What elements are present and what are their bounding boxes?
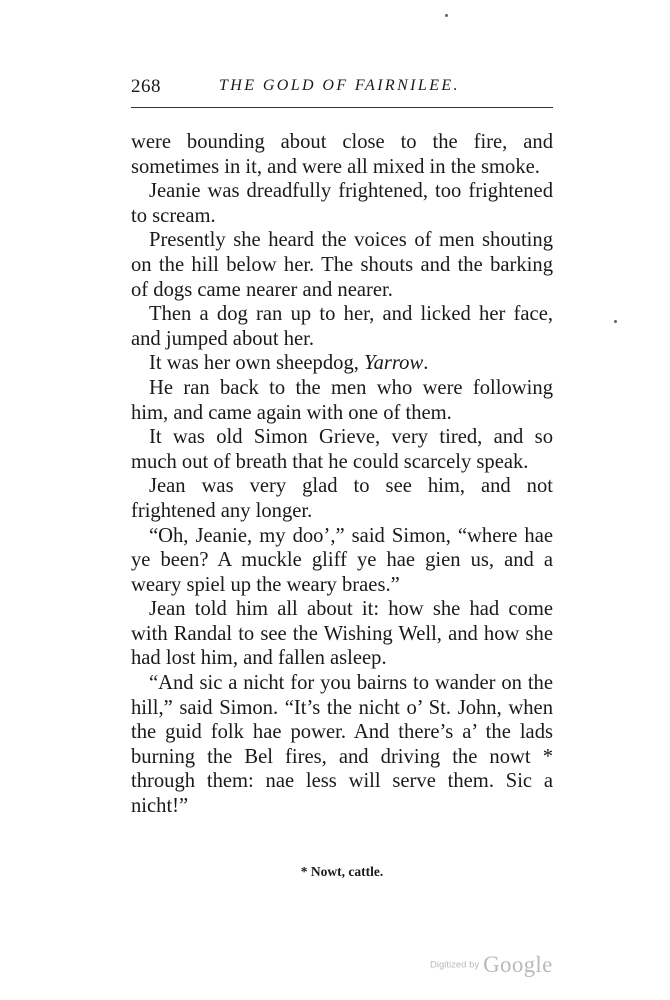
- paragraph: Presently she heard the voices of men shouting on the hill below her. The shouts and the barking of dogs came nearer and nearer.: [131, 229, 553, 301]
- paragraph: “And sic a nicht for you bairns to wander on the hill,” said Simon. “It’s the nicht o’ St. John, when the guid folk hae power. And there’s a’ the lads burning the Bel fires, and driving the nowt * through them: nae less will serve them. Sic a nicht!”: [131, 672, 553, 818]
- google-logo: Google: [483, 952, 553, 977]
- scan-speck: [614, 320, 617, 323]
- paragraph: [131, 351, 553, 376]
- paragraph: It was old Simon Grieve, very tired, and so much out of breath that he could scarcely speak.: [131, 426, 553, 473]
- page-number: 268: [131, 76, 161, 97]
- scan-speck: [445, 14, 448, 17]
- watermark-prefix: Digitized by: [430, 959, 480, 971]
- paragraph: Then a dog ran up to her, and licked her face, and jumped about her.: [131, 303, 553, 350]
- page-header: [131, 76, 553, 102]
- body-text: [131, 130, 553, 819]
- paragraph: Jean was very glad to see him, and not frightened any longer.: [131, 475, 553, 522]
- header-rule: [131, 107, 553, 108]
- paragraph-text: It was her own sheepdog,: [149, 352, 365, 375]
- paragraph-text: .: [423, 352, 429, 375]
- footnote: * Nowt, cattle.: [300, 864, 384, 879]
- paragraph: He ran back to the men who were following him, and came again with one of them.: [131, 376, 553, 424]
- running-title: THE GOLD OF FAIRNILEE.: [219, 77, 460, 94]
- digitized-watermark: [430, 952, 553, 978]
- dog-name: Yarrow: [364, 352, 424, 375]
- paragraph: were bounding about close to the fire, and sometimes in it, and were all mixed in the smoke.: [131, 131, 553, 178]
- paragraph: Jeanie was dreadfully frightened, too frightened to scream.: [131, 180, 553, 227]
- paragraph: “Oh, Jeanie, my doo’,” said Simon, “where hae ye been? A muckle gliff ye hae gien us, and a weary spiel up the weary braes.”: [131, 524, 553, 596]
- paragraph: Jean told him all about it: how she had come with Randal to see the Wishing Well, and how she had lost him, and fallen asleep.: [131, 598, 553, 670]
